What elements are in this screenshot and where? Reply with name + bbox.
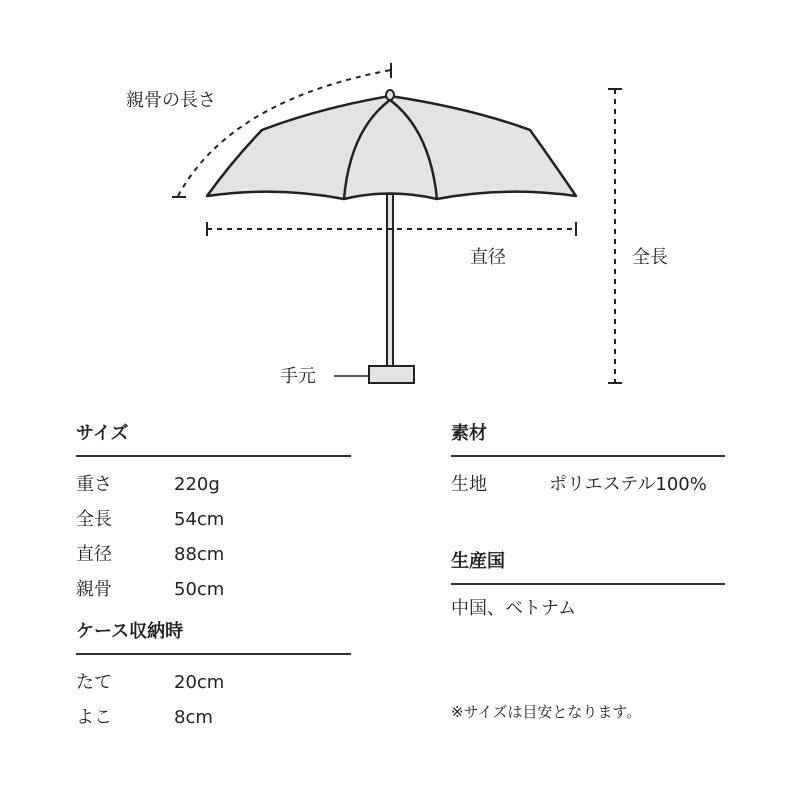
umbrella-tip [386, 90, 394, 100]
spec-key: 全長 [76, 508, 112, 530]
spec-key: 親骨 [76, 578, 112, 600]
origin-title: 生産国 [451, 551, 505, 572]
spec-value: 54cm [174, 508, 225, 530]
spec-value: ポリエステル100% [549, 473, 707, 495]
spec-key: 生地 [451, 473, 487, 495]
case-section [76, 623, 351, 735]
case-row-height [76, 665, 351, 700]
size-row-diameter [76, 537, 351, 572]
umbrella-shaft [387, 194, 393, 366]
size-row-weight [76, 467, 351, 502]
size-section [76, 425, 351, 607]
size-note: ※サイズは目安となります。 [451, 703, 642, 721]
spec-value: 50cm [174, 578, 225, 600]
case-divider [76, 653, 351, 655]
total-length-label: 全長 [632, 247, 668, 268]
size-divider [76, 455, 351, 457]
umbrella-canopy [207, 96, 576, 199]
material-row-fabric [451, 467, 725, 502]
size-row-rib [76, 572, 351, 607]
size-title: サイズ [76, 423, 129, 444]
spec-key: 重さ [76, 473, 112, 495]
size-table [76, 467, 351, 607]
origin-section [451, 553, 725, 618]
material-title: 素材 [451, 423, 487, 444]
spec-value: 88cm [174, 543, 225, 565]
case-table [76, 665, 351, 735]
material-divider [451, 455, 725, 457]
spec-value: 220g [174, 473, 220, 495]
size-row-total-length [76, 502, 351, 537]
origin-value: 中国、ベトナム [451, 598, 577, 619]
case-title: ケース収納時 [76, 621, 184, 642]
origin-divider [451, 583, 725, 585]
diameter-label: 直径 [470, 247, 506, 268]
handle-label: 手元 [280, 366, 316, 387]
spec-key: よこ [76, 706, 112, 728]
material-table [451, 467, 725, 502]
spec-value: 20cm [174, 671, 225, 693]
rib-length-label: 親骨の長さ [126, 90, 216, 111]
spec-key: 直径 [76, 543, 112, 565]
case-row-width [76, 700, 351, 735]
spec-key: たて [76, 671, 112, 693]
material-section [451, 425, 725, 502]
spec-value: 8cm [174, 706, 213, 728]
umbrella-handle [369, 366, 414, 383]
